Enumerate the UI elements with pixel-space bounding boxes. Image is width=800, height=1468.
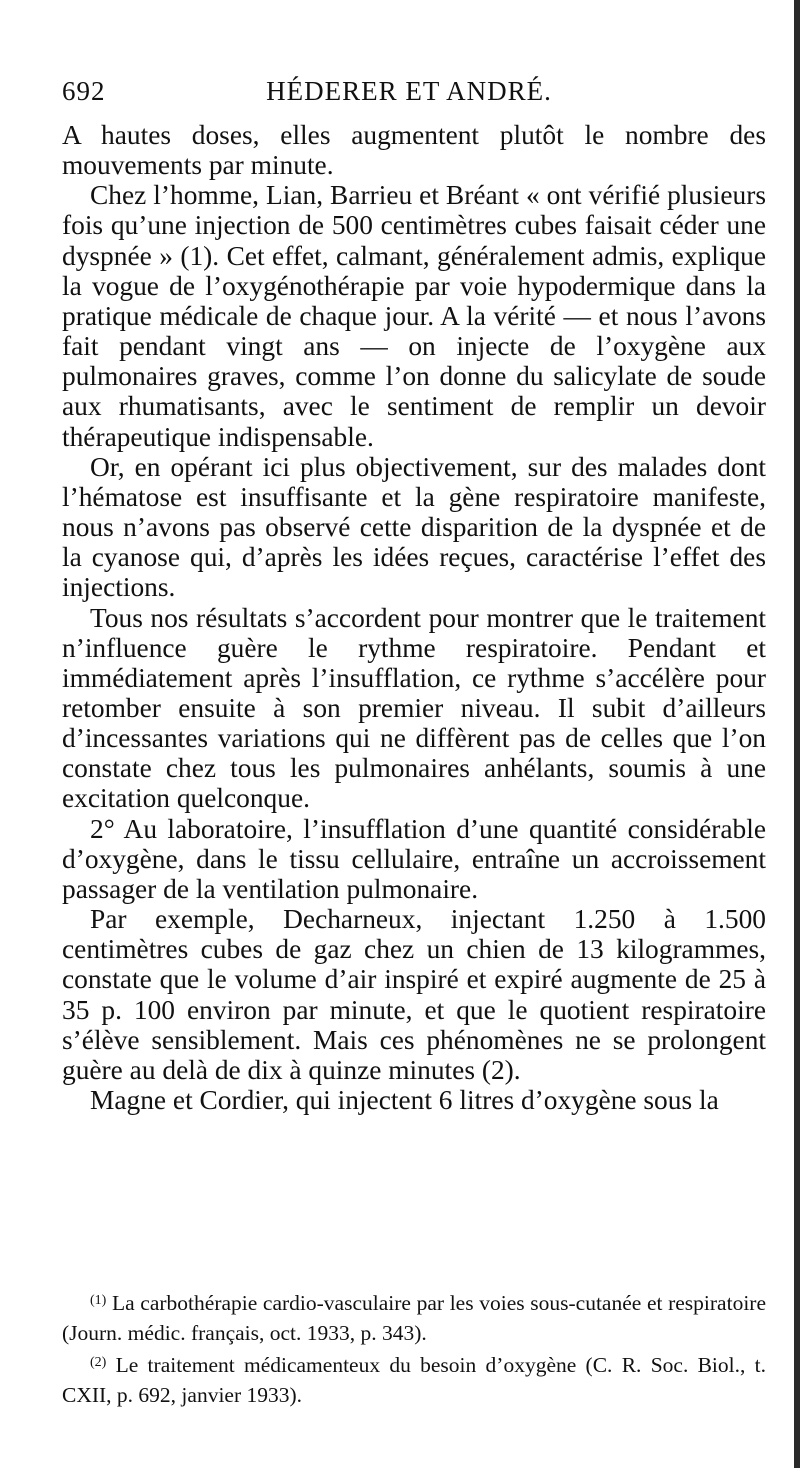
paragraph: 2° Au laboratoire, l’insufflation d’une quantité considérable d’oxygène, dans le tissu cellulaire, entraîne un accroissement passager de la ventilation pulmonaire. (62, 813, 766, 904)
footnote-mark: (1) (90, 1293, 107, 1308)
footnotes (62, 1286, 766, 1410)
footnote-mark: (2) (90, 1355, 107, 1370)
paragraph: A hautes doses, elles augmentent plutôt le nombre des mouvements par minute. (62, 120, 766, 181)
page-number: 692 (62, 76, 106, 106)
body-text (62, 120, 766, 1115)
footnote-text: La carbothérapie cardio-vasculaire par les voies sous-cutanée et respiratoire (Journ. médic. français, oct. 1933, p. 343). (62, 1291, 766, 1345)
paragraph: Par exemple, Decharneux, injectant 1.250 à 1.500 centimètres cubes de gaz chez un chien de 13 kilogrammes, constate que le volume d’air inspiré et expiré augmente de 25 à 35 p. 100 environ par minute, et que le quotient respiratoire s’élève sensiblement. Mais ces phénomènes ne se prolongent guère au delà de dix à quinze minutes (2). (62, 904, 766, 1085)
footnote-text: Le traitement médicamenteux du besoin d’oxygène (C. R. Soc. Biol., t. CXII, p. 692, janvier 1933). (62, 1353, 767, 1407)
page-header (62, 76, 756, 116)
footnote (62, 1286, 766, 1348)
paragraph: Chez l’homme, Lian, Barrieu et Bréant « ont vérifié plusieurs fois qu’une injection de 500 centimètres cubes faisait céder une dyspnée » (1). Cet effet, calmant, généralement admis, explique la vogue de l’oxygénothérapie par voie hypodermique dans la pratique médicale de chaque jour. A la vérité — et nous l’avons fait pendant vingt ans — on injecte de l’oxygène aux pulmonaires graves, comme l’on donne du salicylate de soude aux rhumatisants, avec le sentiment de remplir un devoir thérapeutique indispensable. (62, 180, 766, 452)
paragraph: Tous nos résultats s’accordent pour montrer que le traitement n’influence guère le rythme respiratoire. Pendant et immédiatement après l’insufflation, ce rythme s’accélère pour retomber ensuite à son premier niveau. Il subit d’ailleurs d’incessantes variations qui ne diffèrent pas de celles que l’on constate chez tous les pulmonaires anhélants, soumis à une excitation quelconque. (62, 602, 766, 814)
page-edge (794, 0, 800, 1468)
footnote (62, 1348, 766, 1410)
paragraph: Or, en opérant ici plus objectivement, sur des malades dont l’hématose est insuffisante et la gène respiratoire manifeste, nous n’avons pas observé cette disparition de la dyspnée et de la cyanose qui, d’après les idées reçues, caractérise l’effet des injections. (62, 451, 766, 603)
running-head: HÉDERER ET ANDRÉ. (266, 76, 552, 106)
paragraph: Magne et Cordier, qui injectent 6 litres d’oxygène sous la (90, 1085, 719, 1115)
